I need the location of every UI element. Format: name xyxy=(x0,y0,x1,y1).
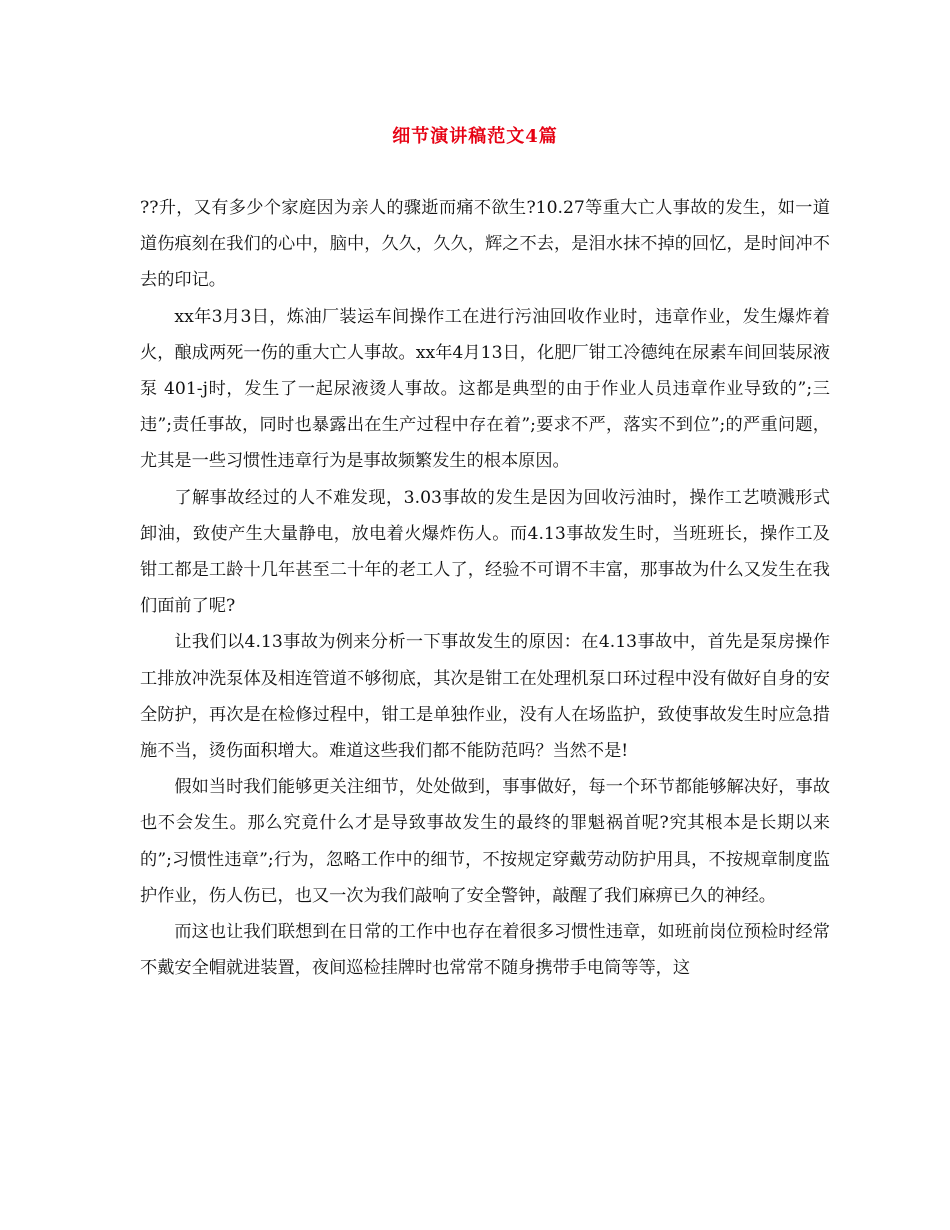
paragraph: 假如当时我们能够更关注细节，处处做到，事事做好，每一个环节都能够解决好，事故也不会发生。那么究竟什么才是导致事故发生的最终的罪魁祸首呢?究其根本是长期以来的”;习惯性违章”;行为，忽略工作中的细节，不按规定穿戴劳动防护用具，不按规章制度监护作业，伤人伤已，也又一次为我们敲响了安全警钟，敲醒了我们麻痹已久的神经。 xyxy=(140,777,830,906)
paragraph: 了解事故经过的人不难发现，3.03事故的发生是因为回收污油时，操作工艺喷溅形式卸油，致使产生大量静电，放电着火爆炸伤人。而4.13事故发生时，当班班长，操作工及钳工都是工龄十几年甚至二十年的老工人了，经验不可谓不丰富，那事故为什么又发生在我们面前了呢? xyxy=(140,487,830,617)
paragraph: xx年3月3日，炼油厂装运车间操作工在进行污油回收作业时，违章作业，发生爆炸着火，酿成两死一伤的重大亡人事故。xx年4月13日，化肥厂钳工冷德纯在尿素车间回装尿液泵 401-j时，发生了一起尿液烫人事故。这都是典型的由于作业人员违章作业导致的”;三违”;责任事故，同时也暴露出在生产过程中存在着”;要求不严，落实不到位”;的严重问题，尤其是一些习惯性违章行为是事故频繁发生的根本原因。 xyxy=(140,306,830,472)
paragraph: 让我们以4.13事故为例来分析一下事故发生的原因：在4.13事故中，首先是泵房操作工排放冲洗泵体及相连管道不够彻底，其次是钳工在处理机泵口环过程中没有做好自身的安全防护，再次是在检修过程中，钳工是单独作业，没有人在场监护，致使事故发生时应急措施不当，烫伤面积增大。难道这些我们都不能防范吗？当然不是! xyxy=(140,632,830,762)
paragraph: ??升，又有多少个家庭因为亲人的骤逝而痛不欲生?10.27等重大亡人事故的发生，如一道道伤痕刻在我们的心中，脑中，久久，久久，辉之不去，是泪水抹不掉的回忆，是时间冲不去的印记。 xyxy=(140,198,830,291)
paragraph: 而这也让我们联想到在日常的工作中也存在着很多习惯性违章，如班前岗位预检时经常不戴安全帽就进装置，夜间巡检挂牌时也常常不随身携带手电筒等等，这 xyxy=(140,922,830,979)
document-title: 细节演讲稿范文4篇 xyxy=(392,126,558,147)
document-body xyxy=(140,190,830,986)
